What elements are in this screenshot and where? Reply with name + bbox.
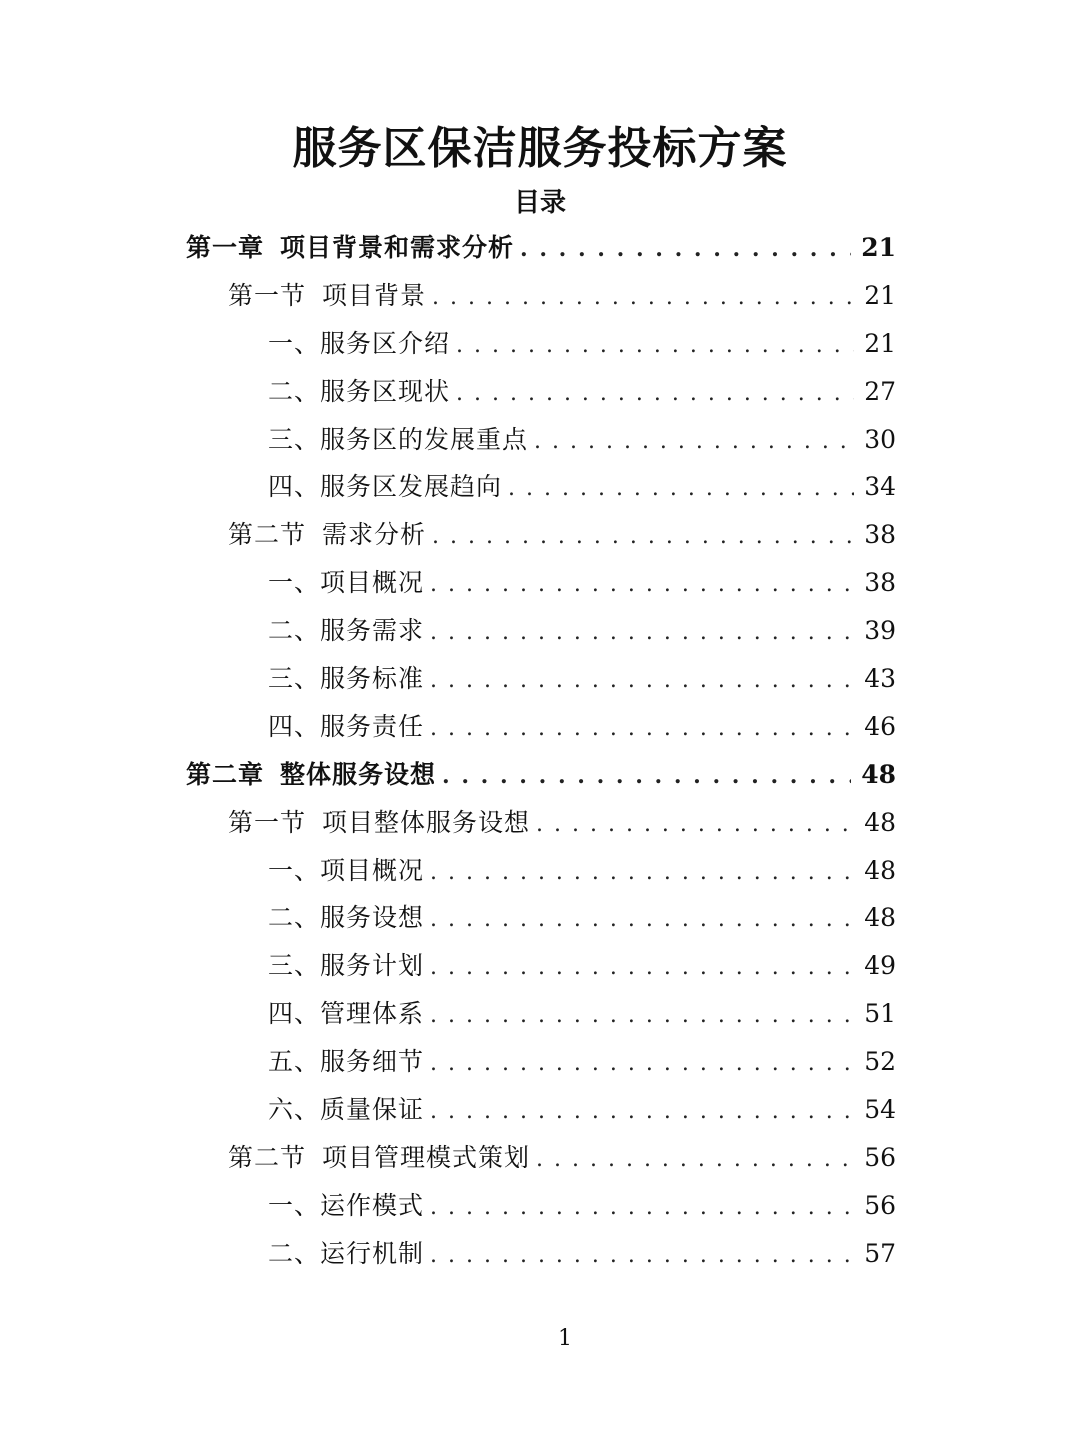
toc-subsection-entry[interactable] [186, 463, 896, 511]
toc-entry-page: 34 [864, 472, 896, 502]
toc-entry-title: 服务需求 [320, 616, 425, 646]
toc-entry-label [268, 703, 424, 751]
table-of-contents [186, 224, 896, 1278]
toc-entry-label [268, 942, 424, 990]
toc-dot-leader [430, 992, 854, 1040]
toc-section-entry[interactable] [186, 272, 896, 320]
toc-dot-leader [430, 896, 854, 944]
toc-entry-label [268, 655, 424, 703]
toc-entry-number: 二、 [268, 903, 321, 933]
toc-dot-leader [456, 322, 854, 370]
toc-entry-number: 三、 [268, 664, 321, 694]
toc-entry-title: 服务区的发展重点 [320, 424, 529, 454]
toc-entry-number: 一、 [268, 855, 321, 885]
toc-entry-number: 第二节 [228, 1142, 307, 1172]
toc-entry-label [268, 416, 528, 464]
toc-entry-page: 21 [861, 233, 896, 262]
toc-dot-leader [432, 274, 854, 322]
toc-entry-title: 运行机制 [320, 1238, 425, 1268]
toc-subsection-entry[interactable] [186, 1038, 896, 1086]
toc-dot-leader [432, 513, 854, 561]
toc-entry-number: 第一节 [228, 807, 307, 837]
toc-dot-leader [430, 1232, 854, 1280]
toc-entry-number: 第二章 [186, 759, 265, 789]
toc-entry-page: 48 [864, 855, 896, 885]
toc-entry-number: 五、 [268, 1047, 321, 1077]
toc-entry-label [228, 799, 530, 847]
toc-entry-label [268, 607, 424, 655]
toc-entry-label [228, 511, 426, 559]
toc-entry-label [268, 894, 424, 942]
toc-entry-page: 27 [864, 376, 896, 406]
toc-dot-leader [430, 705, 854, 753]
toc-dot-leader [520, 226, 851, 274]
toc-dot-leader [430, 657, 854, 705]
toc-entry-label [268, 320, 450, 368]
toc-entry-number: 第一节 [228, 280, 307, 310]
toc-heading: 目录 [513, 188, 566, 218]
toc-entry-title: 服务区介绍 [320, 328, 451, 358]
toc-entry-number: 一、 [268, 328, 321, 358]
toc-entry-title: 项目概况 [320, 855, 425, 885]
toc-entry-title: 项目背景 [322, 280, 427, 310]
toc-entry-number: 六、 [268, 1095, 321, 1125]
toc-subsection-entry[interactable] [186, 320, 896, 368]
toc-chapter-entry[interactable] [186, 751, 896, 799]
toc-entry-page: 48 [864, 903, 896, 933]
toc-entry-number: 二、 [268, 376, 321, 406]
toc-entry-label [268, 463, 502, 511]
toc-entry-title: 项目概况 [320, 568, 425, 598]
toc-subsection-entry[interactable] [186, 655, 896, 703]
toc-entry-label [268, 1230, 424, 1278]
toc-subsection-entry[interactable] [186, 416, 896, 464]
toc-entry-number: 一、 [268, 1190, 321, 1220]
toc-entry-label [228, 272, 426, 320]
toc-entry-label [228, 1134, 530, 1182]
toc-entry-page: 56 [864, 1190, 896, 1220]
toc-subsection-entry[interactable] [186, 368, 896, 416]
toc-entry-label [186, 751, 436, 799]
toc-entry-title: 服务责任 [320, 711, 425, 741]
toc-entry-number: 二、 [268, 616, 321, 646]
toc-entry-title: 运作模式 [320, 1190, 425, 1220]
toc-dot-leader [430, 849, 854, 897]
toc-entry-title: 服务区发展趋向 [320, 472, 503, 502]
toc-entry-title: 需求分析 [322, 520, 427, 550]
toc-subsection-entry[interactable] [186, 1086, 896, 1134]
toc-entry-label [268, 1038, 424, 1086]
toc-entry-title: 整体服务设想 [280, 759, 437, 789]
toc-entry-title: 项目背景和需求分析 [280, 233, 515, 262]
toc-dot-leader [430, 944, 854, 992]
toc-dot-leader [534, 418, 854, 466]
toc-subsection-entry[interactable] [186, 942, 896, 990]
toc-entry-label [268, 1086, 424, 1134]
toc-subsection-entry[interactable] [186, 607, 896, 655]
toc-entry-page: 56 [864, 1142, 896, 1172]
toc-entry-page: 46 [864, 711, 896, 741]
toc-entry-page: 48 [861, 759, 896, 789]
toc-entry-number: 四、 [268, 472, 321, 502]
toc-entry-label [268, 1182, 424, 1230]
toc-entry-title: 服务区现状 [320, 376, 451, 406]
toc-entry-number: 三、 [268, 951, 321, 981]
toc-entry-page: 49 [864, 951, 896, 981]
toc-entry-title: 服务标准 [320, 664, 425, 694]
toc-entry-title: 服务细节 [320, 1047, 425, 1077]
toc-entry-number: 二、 [268, 1238, 321, 1268]
toc-dot-leader [442, 753, 851, 801]
toc-entry-number: 四、 [268, 999, 321, 1029]
toc-entry-number: 第二节 [228, 520, 307, 550]
page-number: 1 [558, 1326, 572, 1351]
toc-subsection-entry[interactable] [186, 990, 896, 1038]
toc-entry-title: 项目整体服务设想 [322, 807, 531, 837]
toc-entry-title: 服务设想 [320, 903, 425, 933]
toc-entry-title: 项目管理模式策划 [322, 1142, 531, 1172]
toc-entry-page: 21 [864, 328, 896, 358]
toc-entry-page: 51 [864, 999, 896, 1029]
toc-entry-number: 第一章 [186, 233, 265, 262]
toc-entry-number: 三、 [268, 424, 321, 454]
toc-entry-title: 服务计划 [320, 951, 425, 981]
toc-entry-title: 质量保证 [320, 1095, 425, 1125]
toc-section-entry[interactable] [186, 1134, 896, 1182]
toc-entry-title: 管理体系 [320, 999, 425, 1029]
document-title: 服务区保洁服务投标方案 [292, 123, 788, 174]
toc-entry-label [268, 368, 450, 416]
toc-dot-leader [536, 1136, 854, 1184]
toc-subsection-entry[interactable] [186, 894, 896, 942]
toc-chapter-entry[interactable] [186, 224, 896, 272]
toc-subsection-entry[interactable] [186, 1182, 896, 1230]
toc-entry-page: 21 [864, 280, 896, 310]
toc-dot-leader [508, 465, 854, 513]
toc-dot-leader [430, 1040, 854, 1088]
toc-entry-page: 43 [864, 664, 896, 694]
toc-section-entry[interactable] [186, 799, 896, 847]
toc-entry-page: 54 [864, 1095, 896, 1125]
toc-entry-label [268, 847, 424, 895]
toc-entry-page: 38 [864, 520, 896, 550]
toc-dot-leader [430, 1184, 854, 1232]
toc-dot-leader [430, 609, 854, 657]
toc-entry-label [186, 224, 514, 272]
toc-subsection-entry[interactable] [186, 559, 896, 607]
toc-entry-page: 57 [864, 1238, 896, 1268]
toc-entry-page: 38 [864, 568, 896, 598]
toc-dot-leader [456, 370, 854, 418]
toc-entry-label [268, 990, 424, 1038]
toc-entry-number: 四、 [268, 711, 321, 741]
toc-entry-page: 52 [864, 1047, 896, 1077]
toc-entry-page: 39 [864, 616, 896, 646]
toc-dot-leader [430, 561, 854, 609]
toc-section-entry[interactable] [186, 511, 896, 559]
toc-entry-page: 30 [864, 424, 896, 454]
toc-subsection-entry[interactable] [186, 1230, 896, 1278]
toc-entry-page: 48 [864, 807, 896, 837]
toc-entry-label [268, 559, 424, 607]
toc-dot-leader [536, 801, 854, 849]
toc-dot-leader [430, 1088, 854, 1136]
toc-entry-number: 一、 [268, 568, 321, 598]
toc-subsection-entry[interactable] [186, 847, 896, 895]
toc-subsection-entry[interactable] [186, 703, 896, 751]
